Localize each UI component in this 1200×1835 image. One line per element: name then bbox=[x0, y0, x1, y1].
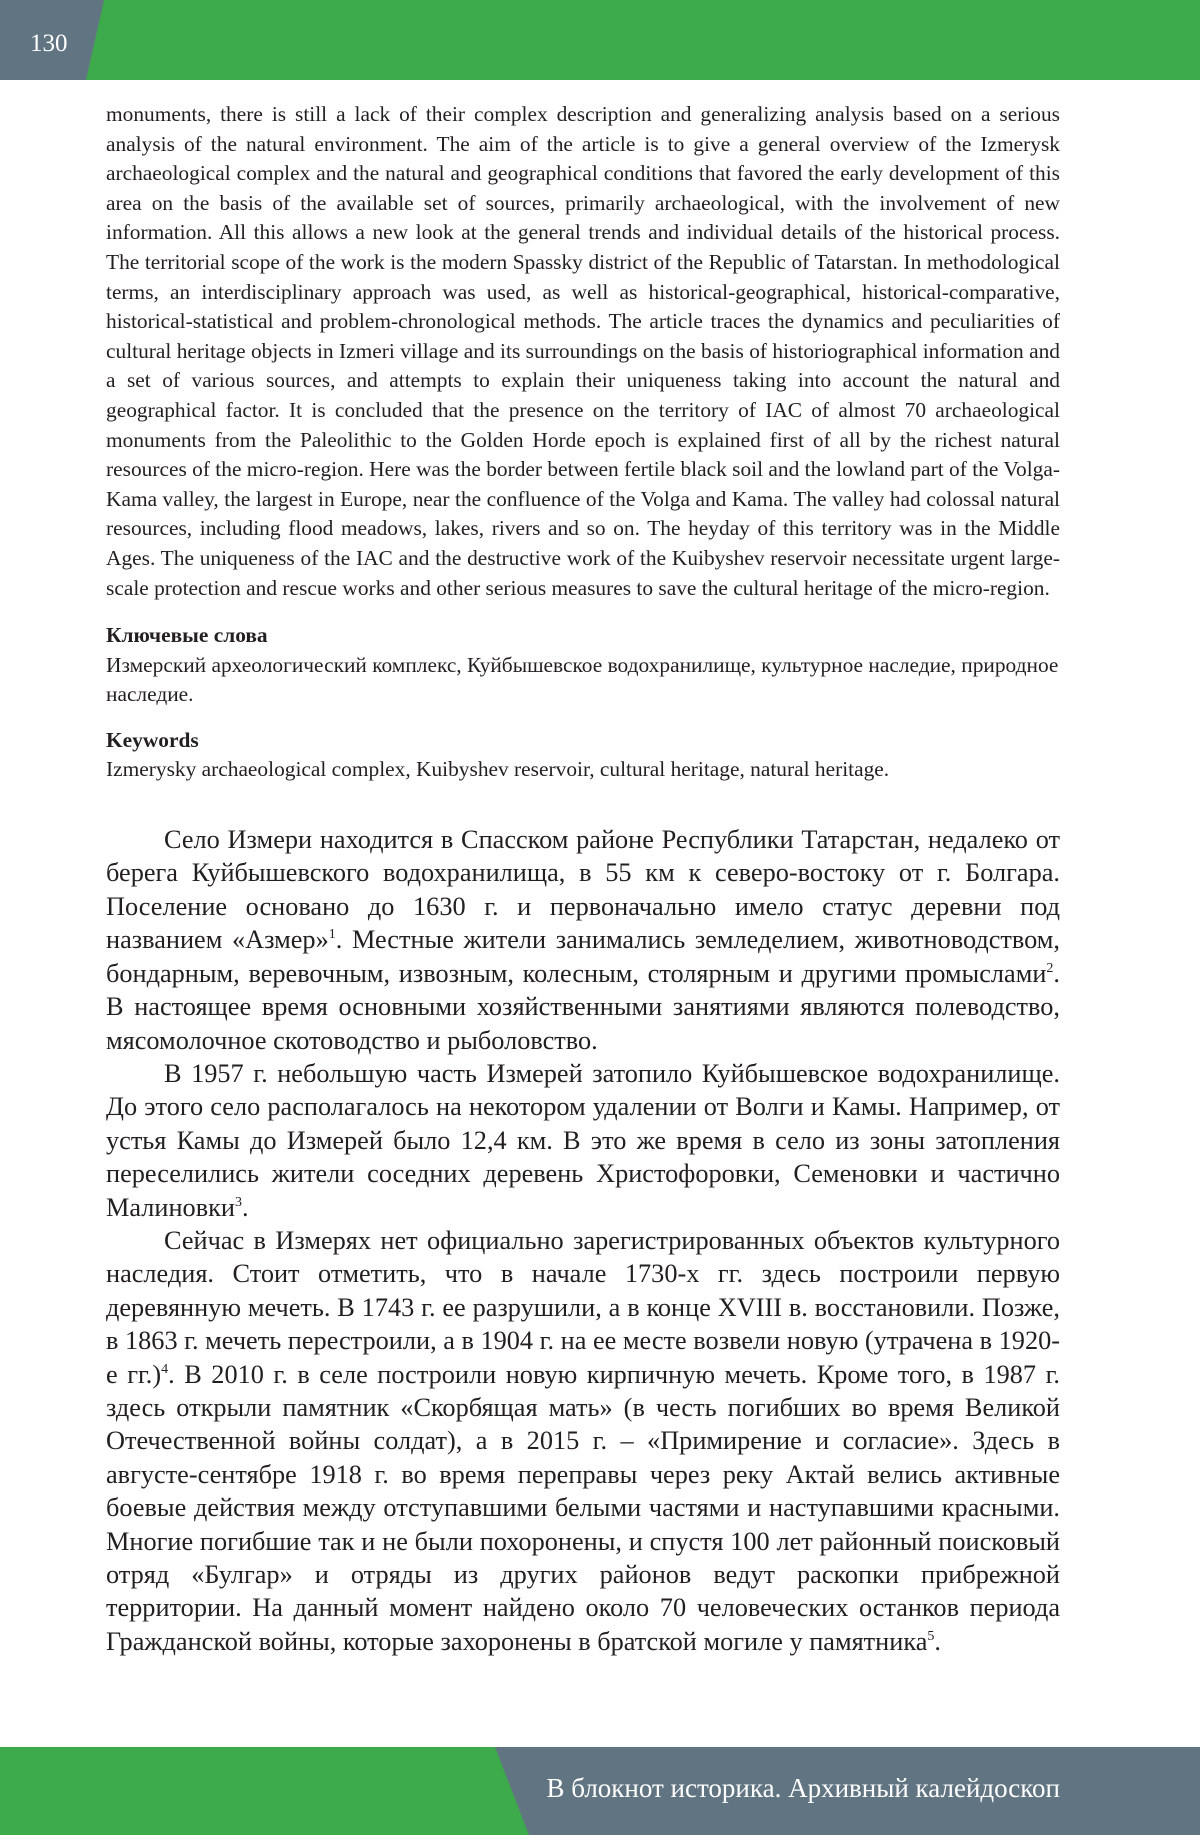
article-body bbox=[106, 823, 1060, 1658]
paragraph-text: . bbox=[934, 1626, 941, 1656]
footnote-ref[interactable]: 1 bbox=[328, 927, 336, 943]
keywords-en-list: Izmerysky archaeological complex, Kuibyshev reservoir, cultural heritage, natural heritage. bbox=[106, 757, 890, 782]
footnote-ref[interactable]: 2 bbox=[1046, 960, 1054, 976]
paragraph-text: . В настоящее время основными хозяйственными занятиями являются полеводство, мясомолочное скотоводство и рыболовство. bbox=[106, 958, 1060, 1055]
running-footer-title: В блокнот историка. Архивный калейдоскоп bbox=[546, 1773, 1060, 1803]
page-number: 130 bbox=[30, 30, 68, 57]
footnote-ref[interactable]: 5 bbox=[927, 1628, 935, 1644]
keywords-en-section bbox=[106, 726, 1060, 785]
keywords-en-heading: Keywords bbox=[106, 727, 199, 752]
keywords-ru-heading: Ключевые слова bbox=[106, 623, 268, 648]
keywords-ru-section bbox=[106, 621, 1060, 710]
paragraph-text: . bbox=[241, 1192, 249, 1222]
paragraph-text: Сейчас в Измерях нет официально зарегистрированных объектов культурного наследия. Стоит отметить, что в начале 1730-х гг. здесь построили первую деревянную мечеть. В 1743 г. ее разрушили, а в конце XVIII в. восстановили. Позже, в 1863 г. мечеть перестроили, а в 1904 г. на ее месте возвели новую (утрачена в 1920-е гг.) bbox=[106, 1225, 1060, 1389]
footnote-ref[interactable]: 4 bbox=[161, 1361, 169, 1377]
page-content bbox=[106, 100, 1060, 1658]
body-paragraph bbox=[106, 823, 1060, 1057]
header-band bbox=[0, 0, 1200, 80]
abstract-text: monuments, there is still a lack of their complex description and generalizing analysis based on a serious analysis of the natural environment. The aim of the article is to give a general overview of the Izmerysk archaeological complex and the natural and geographical conditions that favored the early development of this area on the basis of the available set of sources, primarily archaeological, with the involvement of new information. All this allows a new look at the general trends and individual details of the historical process. The territorial scope of the work is the modern Spassky district of the Republic of Tatarstan. In methodological terms, an interdisciplinary approach was used, as well as historical-geographical, historical-comparative, historical-statistical and problem-chronological methods. The article traces the dynamics and peculiarities of cultural heritage objects in Izmeri village and its surroundings on the basis of historiographical information and a set of various sources, and attempts to explain their uniqueness taking into account the natural and geographical factor. It is concluded that the presence on the territory of IAC of almost 70 archaeological monuments from the Paleolithic to the Golden Horde epoch is explained first of all by the richest natural resources of the micro-region. Here was the border between fertile black soil and the lowland part of the Volga-Kama valley, the largest in Europe, near the confluence of the Volga and Kama. The valley had colossal natural resources, including flood meadows, lakes, rivers and so on. The heyday of this territory was in the Middle Ages. The uniqueness of the IAC and the destructive work of the Kuibyshev reservoir necessitate urgent large-scale protection and rescue works and other serious measures to save the cultural heritage of the micro-region. bbox=[106, 102, 1060, 600]
paragraph-text: . Местные жители занимались земледелием, животноводством, бондарным, веревочным, извозным, колесным, столярным и другими промыслами bbox=[106, 925, 1060, 988]
keywords-ru-list: Измерский археологический комплекс, Куйбышевское водохранилище, культурное наследие, природное наследие. bbox=[106, 652, 1059, 707]
paragraph-text: В 1957 г. небольшую часть Измерей затопило Куйбышевское водохранилище. До этого село располагалось на некотором удалении от Волги и Камы. Например, от устья Камы до Измерей было 12,4 км. В это же время в село из зоны затопления переселились жители соседних деревень Христофоровки, Семеновки и частично Малиновки bbox=[106, 1058, 1060, 1222]
footnote-ref[interactable]: 3 bbox=[234, 1194, 242, 1210]
body-paragraph bbox=[106, 1224, 1060, 1658]
paragraph-text: Село Измери находится в Спасском районе Республики Татарстан, недалеко от берега Куйбышевского водохранилища, в 55 км к северо-востоку от г. Болгара. Поселение основано до 1630 г. и первоначально имело статус деревни под названием «Азмер» bbox=[106, 825, 1060, 955]
body-paragraph bbox=[106, 1057, 1060, 1224]
paragraph-text: . В 2010 г. в селе построили новую кирпичную мечеть. Кроме того, в 1987 г. здесь открыли памятник «Скорбящая мать» (в честь погибших во время Великой Отечественной войны солдат), а в 2015 г. – «Примирение и согласие». Здесь в августе-сентябре 1918 г. во время переправы через реку Актай велись активные боевые действия между отступавшими белыми частями и наступавшими красными. Многие погибшие так и не были похоронены, и спустя 100 лет районный поисковый отряд «Булгар» и отряды из других районов ведут раскопки прибрежной территории. На данный момент найдено около 70 человеческих останков периода Гражданской войны, которые захоронены в братской могиле у памятника bbox=[106, 1359, 1060, 1656]
